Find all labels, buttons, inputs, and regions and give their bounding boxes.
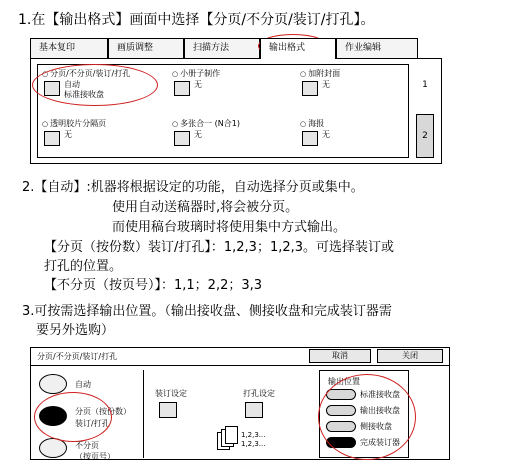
side-tray-label: 侧接收盘 (360, 422, 392, 431)
option-transparency-button[interactable] (44, 131, 60, 146)
highlight-collated-option (34, 392, 112, 442)
step2-line3: 而使用稿台玻璃时将使用集中方式输出。 (112, 220, 347, 235)
option-nup-label: ○ 多张合一 (N合1) (172, 119, 240, 128)
cancel-button[interactable]: 取消 (309, 349, 371, 363)
tab-job-edit[interactable]: 作业编辑 (336, 38, 418, 58)
option-cover-label: ○ 加附封面 (300, 69, 341, 78)
option-poster-value: 无 (322, 130, 330, 139)
panel-header (31, 348, 449, 366)
punch-setting-button[interactable] (245, 402, 263, 418)
step3-line1: 3.可按需选择输出位置。（输出接收盘、侧接收盘和完成装订器需 (22, 304, 392, 319)
divider (143, 370, 144, 458)
radio-collated-label1: 分页（按份数） (75, 407, 131, 416)
radio-auto-label: 自动 (75, 380, 91, 389)
output-tray-label: 输出接收盘 (360, 406, 400, 415)
output-standard-tray-label: 标准接收盘 (360, 390, 400, 399)
page-2-button[interactable]: 2 (416, 114, 434, 158)
page-1-indicator[interactable]: 1 (416, 64, 434, 108)
copies-stack-icon (217, 426, 237, 450)
copies-order-line2: 1,2,3... (241, 440, 266, 448)
option-transparency-value: 无 (64, 130, 72, 139)
step2-line2: 使用自动送稿器时,将会被分页。 (112, 200, 299, 215)
copies-order-line1: 1,2,3... (241, 431, 266, 439)
close-button[interactable]: 关闭 (377, 349, 443, 363)
option-nup-value: 无 (194, 130, 202, 139)
step1-heading: 1.在【输出格式】画面中选择【分页/不分页/装订/打孔】。 (18, 12, 375, 28)
option-nup-button[interactable] (174, 131, 190, 146)
option-booklet-label: ○ 小册子制作 (172, 69, 221, 78)
step2-line4: 【分页（按份数）装订/打孔】：1,2,3；1,2,3。可选择装订或 (44, 240, 395, 255)
highlight-output-destinations (318, 374, 416, 460)
option-booklet-button[interactable] (174, 81, 190, 96)
radio-uncollated-label2: （按页号） (75, 452, 115, 461)
output-title: 输出位置 (328, 377, 360, 386)
step2-line6: 【不分页（按页号）】：1,1；2,2；3,3 (44, 278, 263, 293)
option-cover-button[interactable] (302, 81, 318, 96)
finisher-label: 完成装订器 (360, 438, 400, 447)
tab-scan-method[interactable]: 扫描方法 (184, 38, 260, 58)
radio-uncollated-label1: 不分页 (75, 441, 99, 450)
option-sort-value: 自动 标准接收盘 (64, 80, 104, 99)
radio-collated-label2: 装订/打孔 (75, 419, 110, 428)
punch-setting-label: 打孔设定 (243, 389, 275, 398)
option-poster-button[interactable] (302, 131, 318, 146)
tab-image-quality[interactable]: 画质调整 (108, 38, 184, 58)
tab-output-format[interactable]: 输出格式 (260, 38, 336, 59)
step3-line2: 要另外选购） (36, 323, 115, 338)
option-cover-value: 无 (322, 80, 330, 89)
option-sort-label: ○ 分页/不分页/装订/打孔 (42, 69, 131, 78)
staple-setting-button[interactable] (159, 402, 177, 418)
radio-auto[interactable] (39, 374, 67, 394)
staple-setting-label: 装订设定 (155, 389, 187, 398)
option-booklet-value: 无 (194, 80, 202, 89)
step2-line1: 2.【自动】:机器将根据设定的功能，自动选择分页或集中。 (22, 180, 364, 195)
tab-basic-copy[interactable]: 基本复印 (30, 38, 108, 58)
step2-line5: 打孔的位置。 (44, 259, 123, 274)
option-poster-label: ○ 海报 (300, 119, 325, 128)
highlight-sort-option (32, 64, 158, 106)
panel-title: 分页/不分页/装订/打孔 (37, 352, 118, 361)
option-transparency-label: ○ 透明胶片分隔页 (42, 119, 107, 128)
